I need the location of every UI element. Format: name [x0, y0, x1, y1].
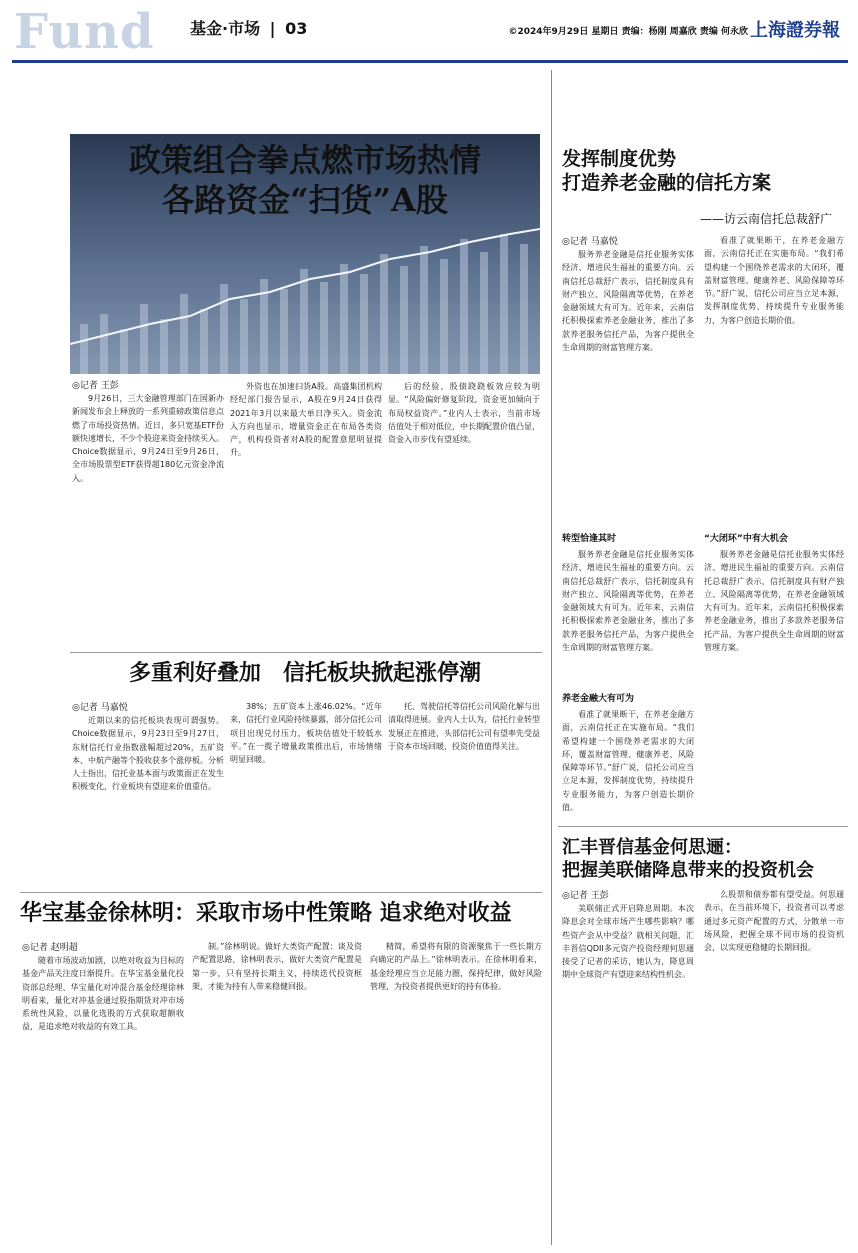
subtitle: ——访云南信托总裁舒广	[699, 212, 832, 226]
headline-line2: 打造养老金融的信托方案	[562, 171, 772, 194]
article-column: 美联储正式开启降息周期。本次降息会对全球市场产生哪些影响？哪些资产会从中受益？就相关问题，汇丰晋信QDII多元资产投资经理何思逦接受了记者的采访，她认为，降息周期中全球资产有望迎来结构性机会。	[562, 904, 694, 980]
newspaper-logo: 上海證券報	[750, 20, 840, 41]
subhead: 转型恰逢其时	[562, 534, 617, 544]
article-column: 看准了就果断干，在养老金融方面，云南信托正在实施布局。“我们希望构建一个围绕养老需求的大闭环，覆盖财富管理、健康养老、风险保障等环节。”舒广说，信托公司应当立足本源，发挥制度优势，持续提升专业服务能力，为客户创造长期价值。	[562, 710, 694, 813]
article-column: 服务养老金融是信托业服务实体经济、增进民生福祉的重要方向。云南信托总裁舒广表示，信托制度具有财产独立、风险隔离等优势，在养老金融领域大有可为。近年来，云南信托积极探索养老金融业务，推出了多款养老服务信托产品，为客户提供全生命周期的财富管理方案。	[562, 550, 694, 653]
byline: ◎记者 马嘉悦	[562, 237, 618, 247]
date-editors: ©2024年9月29日 星期日 责编：杨刚 周嘉欣 责编 何永欣	[508, 27, 748, 37]
headline-yunnan-trust	[562, 148, 832, 196]
article-column: 38%；五矿资本上涨46.02%。“近年来，信托行业风险持续暴露，部分信托公司项目出现兑付压力，板块估值处于较低水平。”在一揽子增量政策推出后，市场情绪明显回暖。	[230, 702, 382, 765]
headline-policy-combo	[70, 140, 540, 220]
divider	[20, 892, 542, 893]
headline-line2: 各路资金“扫货”A股	[162, 181, 448, 219]
article-column: 近期以来的信托板块表现可谓强势。Choice数据显示，9月23日至9月27日，东财信托行业指数涨幅超过20%，五矿资本、中航产融等个股收获多个涨停板。分析人士指出，信托业基本面与政策面正在发生积极变化，行业板块有望迎来价值重估。	[72, 716, 224, 792]
divider	[70, 652, 542, 653]
stock-chart-graphic	[70, 224, 540, 374]
article-column: 服务养老金融是信托业服务实体经济、增进民生福祉的重要方向。云南信托总裁舒广表示，信托制度具有财产独立、风险隔离等优势，在养老金融领域大有可为。近年来，云南信托积极探索养老金融业务，推出了多款养老服务信托产品，为客户提供全生命周期的财富管理方案。	[562, 250, 694, 353]
page-number: 03	[285, 19, 308, 38]
article-column: 制。”徐林明说。做好大类资产配置：谈及资产配置思路，徐林明表示，做好大类资产配置是第一步，只有坚持长期主义，持续迭代投资框架，才能为持有人带来稳健回报。	[192, 942, 362, 991]
subhead: “大闭环”中有大机会	[704, 534, 788, 544]
article-column: 托、驾驶信托等信托公司风险化解与出清取得进展。业内人士认为，信托行业转型发展正在推进，头部信托公司有望率先受益于资本市场回暖，投资价值值得关注。	[388, 702, 540, 751]
article-column: 外资也在加速扫货A股。高盛集团机构经纪部门报告显示，A股在9月24日获得2021年3月以来最大单日净买入。资金流入方向也显示，增量资金正在布局各类资产，机构投资者对A股的配置意愿明显提升。	[230, 382, 382, 458]
headline-hsbc-jintrust	[562, 836, 842, 883]
headline-line1: 汇丰晋信基金何思逦：	[562, 837, 742, 858]
section-label: 基金·市场 | 03	[190, 19, 308, 38]
headline-line1: 政策组合拳点燃市场热情	[128, 141, 481, 179]
byline: ◎记者 赵明超	[22, 943, 78, 953]
masthead-fund: Fund	[14, 4, 155, 60]
headline-huabao-fund: 华宝基金徐林明：采取市场中性策略 追求绝对收益	[20, 900, 512, 926]
subhead: 养老金融大有可为	[562, 694, 635, 704]
byline: ◎记者 王彭	[562, 891, 609, 901]
article-column: 精简，希望将有限的资源聚焦于一些长期方向确定的产品上。”徐林明表示。在徐林明看来，基金经理应当立足能力圈，保持纪律，做好风险管理，为投资者提供更好的持有体验。	[370, 942, 542, 991]
headline-trust-stocks: 多重利好叠加 信托板块掀起涨停潮	[128, 660, 481, 686]
section-name: 基金·市场	[190, 19, 261, 38]
article-column: 9月26日，三大金融管理部门在国新办新闻发布会上释放的一系列重磅政策信息点燃了市场投资热情。近日，多只宽基ETF份额快速增长，不少个股迎来资金持续买入。Choice数据显示，9月24日至9月26日，全市场股票型ETF获得超180亿元资金净流入。	[72, 394, 224, 483]
article-column: 看准了就果断干，在养老金融方面，云南信托正在实施布局。“我们希望构建一个围绕养老需求的大闭环，覆盖财富管理、健康养老、风险保障等环节。”舒广说，信托公司应当立足本源，发挥制度优势，持续提升专业服务能力，为客户创造长期价值。	[704, 236, 844, 325]
byline: ◎记者 马嘉悦	[72, 703, 128, 713]
header-rule	[12, 60, 848, 63]
column-separator	[551, 70, 552, 1245]
headline-line1: 发挥制度优势	[562, 148, 677, 170]
article-column: 么股票和债券都有望受益。何思逦表示，在当前环境下，投资者可以考虑通过多元资产配置的方式，分散单一市场风险，把握全球不同市场的投资机会，以实现更稳健的长期回报。	[704, 890, 844, 953]
divider	[558, 826, 848, 827]
article-column: 后的经验，股债跷跷板效应较为明显。“风险偏好修复阶段，资金更加倾向于布局权益资产。”业内人士表示，当前市场估值处于相对低位，中长期配置价值凸显，资金入市步伐有望延续。	[388, 382, 540, 445]
headline-line2: 把握美联储降息带来的投资机会	[562, 860, 814, 882]
article-column: 随着市场波动加剧，以绝对收益为目标的基金产品关注度日渐提升。在华宝基金量化投资部总经理、华宝量化对冲混合基金经理徐林明看来，量化对冲基金通过股指期货对冲市场系统性风险，以量化选股的方式获取超额收益，是追求绝对收益的有效工具。	[22, 956, 184, 1032]
article-column: 服务养老金融是信托业服务实体经济、增进民生福祉的重要方向。云南信托总裁舒广表示，信托制度具有财产独立、风险隔离等优势，在养老金融领域大有可为。近年来，云南信托积极探索养老金融业务，推出了多款养老服务信托产品，为客户提供全生命周期的财富管理方案。	[704, 550, 844, 653]
byline: ◎记者 王彭	[72, 381, 119, 391]
